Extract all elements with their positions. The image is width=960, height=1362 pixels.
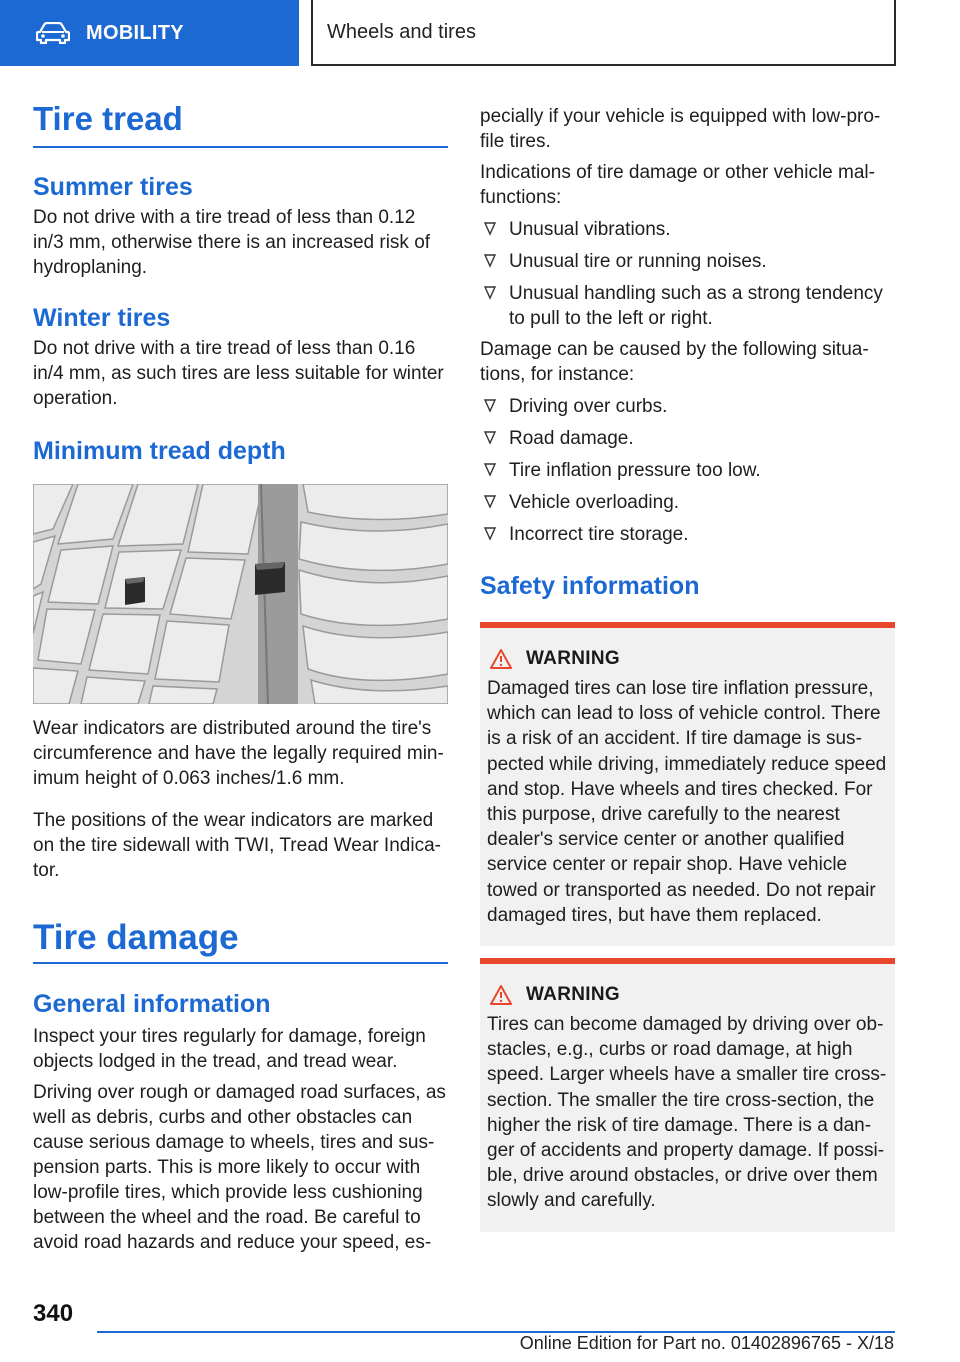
indications-intro: Indications of tire damage or other vehicle malfunctions:	[480, 162, 875, 208]
triangle-bullet-icon	[483, 461, 497, 479]
list-item: Unusual handling such as a strong tendency to pull to the left or right.	[480, 281, 895, 331]
triangle-bullet-icon	[483, 252, 497, 270]
title-rule	[33, 962, 448, 964]
warning-title: WARNING	[526, 984, 620, 1006]
triangle-bullet-icon	[483, 220, 497, 238]
list-item: Incorrect tire storage.	[480, 522, 895, 547]
causes-intro: Damage can be caused by the following situations, for instance:	[480, 339, 869, 385]
tread-wear-indicator-illustration	[33, 484, 448, 704]
indicator-positions-text: The positions of the wear indicators are marked on the tire sidewall with TWI, Tread Wear Indicator.	[33, 810, 441, 881]
indications-list	[480, 217, 895, 331]
warning-box	[480, 958, 895, 1232]
warning-header	[487, 648, 887, 670]
car-icon	[36, 22, 70, 44]
triangle-bullet-icon	[483, 493, 497, 511]
chapter-tab[interactable]	[311, 0, 896, 66]
left-column	[33, 98, 448, 1255]
edition-text: Online Edition for Part no. 01402896765 - X/18	[519, 1333, 894, 1353]
general-information-title: General information	[33, 990, 271, 1018]
tire-tread-title: Tire tread	[33, 100, 183, 137]
list-item: Road damage.	[480, 426, 895, 451]
warning-box	[480, 622, 895, 946]
triangle-bullet-icon	[483, 525, 497, 543]
winter-tires-title: Winter tires	[33, 304, 171, 332]
triangle-bullet-icon	[483, 397, 497, 415]
page-number: 340	[33, 1300, 74, 1327]
section-label: MOBILITY	[86, 21, 184, 44]
list-item: Unusual tire or running noises.	[480, 249, 895, 274]
right-column	[480, 104, 895, 1232]
winter-tires-text: Do not drive with a tire tread of less than 0.16 in/4 mm, as such tires are less suitable for winter operation.	[33, 338, 444, 409]
list-item: Tire inflation pressure too low.	[480, 458, 895, 483]
triangle-bullet-icon	[483, 284, 497, 302]
general-information-text-1: Inspect your tires regularly for damage, foreign objects lodged in the tread, and tread wear.	[33, 1026, 426, 1072]
general-information-text-2: Driving over rough or damaged road surfaces, as well as debris, curbs and other obstacles can cause serious damage to wheels, tires and suspension parts. This is more likely to occur with low-profile tires, which provide less cushioning between the wheel and the road. Be careful to avoid road hazards and reduce your speed, es-	[33, 1082, 446, 1253]
minimum-tread-depth-title: Minimum tread depth	[33, 437, 286, 465]
warning-text: Tires can become damaged by driving over obstacles, e.g., curbs or road damage, at high speed. Larger wheels have a smaller tire cross-section. The smaller the tire cross-section, the higher the risk of tire damage. There is a danger of accidents and property damage. If possible, drive around obstacles, or drive over them slowly and carefully.	[487, 1014, 887, 1212]
page-header	[0, 0, 960, 66]
list-item: Unusual vibrations.	[480, 217, 895, 242]
warning-text: Damaged tires can lose tire inflation pressure, which can lead to loss of vehicle control. There is a risk of an accident. If tire damage is suspected while driving, immediately reduce speed and stop. Have wheels and tires checked. For this purpose, drive carefully to the nearest dealer's service center or another qualified service center or repair shop. Have vehicle towed or transported as needed. Do not repair damaged tires, but have them replaced.	[487, 678, 887, 926]
warning-triangle-icon	[489, 648, 513, 670]
triangle-bullet-icon	[483, 429, 497, 447]
causes-list	[480, 394, 895, 547]
safety-information-title: Safety information	[480, 572, 700, 600]
list-item: Driving over curbs.	[480, 394, 895, 419]
summer-tires-text: Do not drive with a tire tread of less than 0.12 in/3 mm, otherwise there is an increased risk of hydroplaning.	[33, 207, 431, 278]
continued-text: pecially if your vehicle is equipped with low-profile tires.	[480, 106, 881, 152]
summer-tires-title: Summer tires	[33, 173, 193, 201]
title-rule	[33, 146, 448, 148]
chapter-label: Wheels and tires	[327, 20, 476, 43]
wear-indicators-text: Wear indicators are distributed around the tire's circumference and have the legally required minimum height of 0.063 inches/1.6 mm.	[33, 718, 444, 789]
warning-triangle-icon	[489, 984, 513, 1006]
warning-title: WARNING	[526, 648, 620, 669]
section-tab-mobility[interactable]	[0, 0, 299, 66]
warning-header	[487, 984, 887, 1006]
tire-damage-title: Tire damage	[33, 918, 239, 957]
list-item: Vehicle overloading.	[480, 490, 895, 515]
